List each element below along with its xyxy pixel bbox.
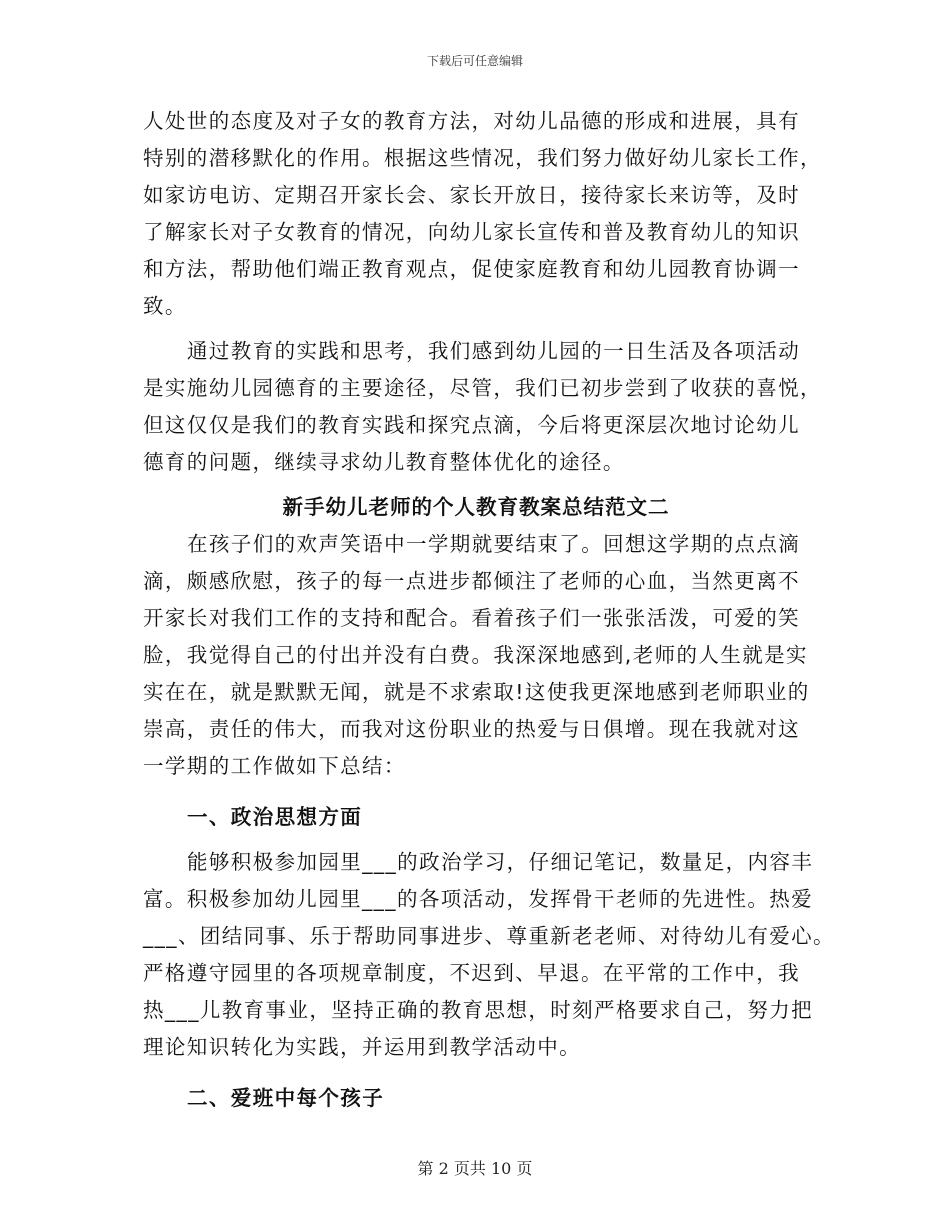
text-line: 一学期的工作做如下总结：: [143, 754, 406, 778]
text-line: 德育的问题，继续寻求幼儿教育整体优化的途径。: [143, 450, 625, 474]
text-line: 是实施幼儿园德育的主要途径，尽管，我们已初步尝到了收获的喜悦，: [143, 376, 822, 400]
text-line: 滴，颇感欣慰，孩子的每一点进步都倾注了老师的心血，当然更离不: [143, 569, 800, 593]
text-line: ___、团结同事、乐于帮助同事进步、尊重新老老师、对待幼儿有爱心。: [143, 924, 835, 948]
text-line: 人处世的态度及对子女的教育方法，对幼儿品德的形成和进展，具有: [143, 109, 800, 133]
text-line: 实在在，就是默默无闻，就是不求索取!这使我更深地感到老师职业的: [143, 680, 810, 704]
section-title: 新手幼儿老师的个人教育教案总结范文二: [282, 495, 670, 519]
heading-love-children: 二、爱班中每个孩子: [187, 1086, 385, 1110]
document-body: [143, 103, 835, 1117]
text-line: 能够积极参加园里___的政治学习，仔细记笔记，数量足，内容丰: [187, 850, 814, 874]
text-line: 理论知识转化为实践，并运用到教学活动中。: [143, 1035, 581, 1059]
text-line: 热___儿教育事业，坚持正确的教育思想，时刻严格要求自己，努力把: [143, 998, 814, 1022]
text-line: 但这仅仅是我们的教育实践和探究点滴，今后将更深层次地讨论幼儿: [143, 413, 800, 437]
paragraph-politics: [143, 844, 835, 1066]
text-line: 特别的潜移默化的作用。根据这些情况，我们努力做好幼儿家长工作，: [143, 146, 822, 170]
text-line: 和方法，帮助他们端正教育观点，促使家庭教育和幼儿园教育协调一: [143, 257, 800, 281]
text-line: 通过教育的实践和思考，我们感到幼儿园的一日生活及各项活动: [187, 339, 801, 363]
heading-politics: 一、政治思想方面: [187, 805, 363, 829]
page-number: 第 2 页共 10 页: [417, 1159, 533, 1178]
paragraph-conclusion: [143, 333, 822, 481]
text-line: 了解家长对子女教育的情况，向幼儿家长宣传和普及教育幼儿的知识: [143, 220, 800, 244]
paragraph-intro: [143, 526, 809, 785]
paragraph-continued: [143, 103, 822, 325]
text-line: 脸，我觉得自己的付出并没有白费。我深深地感到,老师的人生就是实: [143, 643, 808, 667]
text-line: 崇高，责任的伟大，而我对这份职业的热爱与日俱增。现在我就对这: [143, 717, 800, 741]
text-line: 致。: [143, 294, 187, 318]
text-line: 如家访电访、定期召开家长会、家长开放日，接待家长来访等，及时: [143, 183, 800, 207]
text-line: 富。积极参加幼儿园里___的各项活动，发挥骨干老师的先进性。热爱: [143, 887, 814, 911]
text-line: 在孩子们的欢声笑语中一学期就要结束了。回想这学期的点点滴: [187, 532, 801, 556]
text-line: 严格遵守园里的各项规章制度，不迟到、早退。在平常的工作中，我: [143, 961, 800, 985]
page-header: 下载后可任意编辑: [426, 54, 523, 68]
text-line: 开家长对我们工作的支持和配合。看着孩子们一张张活泼，可爱的笑: [143, 606, 800, 630]
